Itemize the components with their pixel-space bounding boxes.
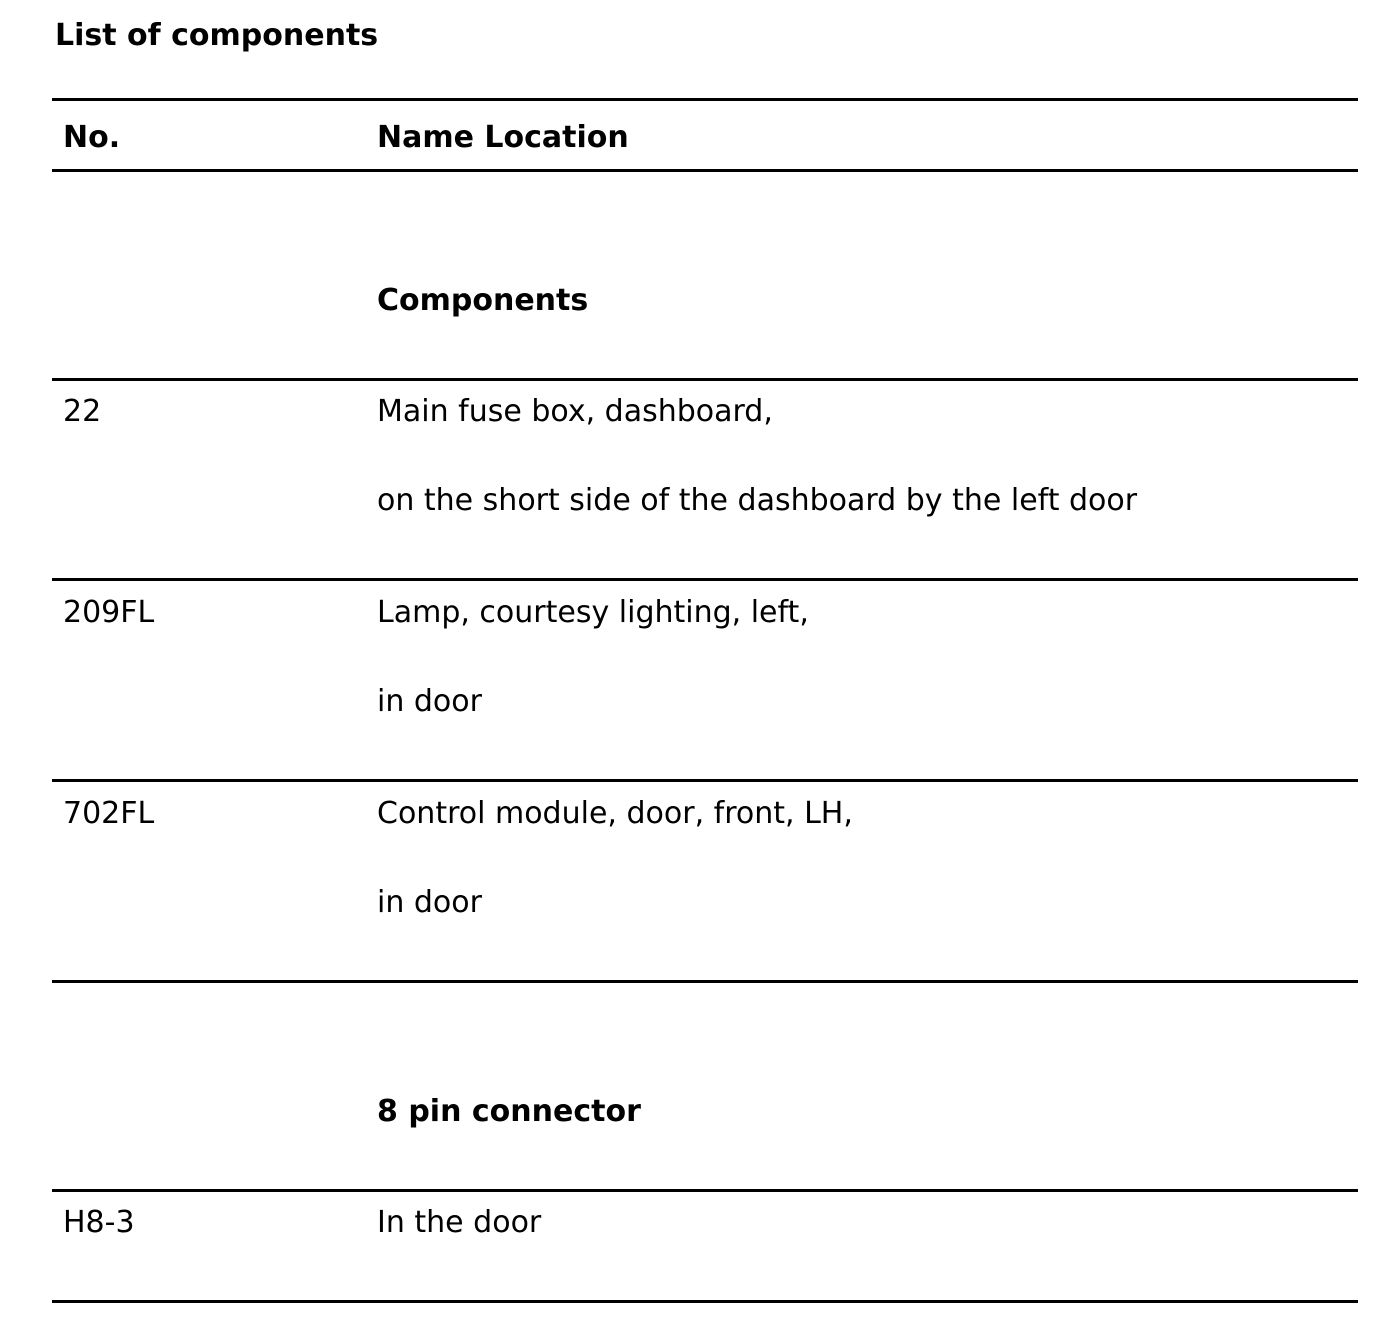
row-divider (52, 980, 1358, 983)
row-divider (52, 378, 1358, 381)
section-heading-8-pin-connector: 8 pin connector (377, 1094, 641, 1129)
row-location: in door (377, 684, 482, 719)
row-divider (52, 779, 1358, 782)
row-divider (52, 1189, 1358, 1192)
row-no: 209FL (63, 595, 155, 630)
row-name: Lamp, courtesy lighting, left, (377, 595, 809, 630)
header-rule-bottom (52, 169, 1358, 172)
table-bottom-rule (52, 1300, 1358, 1303)
row-location: in door (377, 885, 482, 920)
row-name: In the door (377, 1205, 542, 1240)
row-divider (52, 578, 1358, 581)
row-location: on the short side of the dashboard by the left door (377, 483, 1138, 518)
header-name-location: Name Location (377, 120, 629, 155)
row-name: Main fuse box, dashboard, (377, 394, 773, 429)
row-name: Control module, door, front, LH, (377, 796, 853, 831)
header-no: No. (63, 120, 121, 155)
row-no: 702FL (63, 796, 155, 831)
document-title: List of components (55, 18, 379, 53)
section-heading-components: Components (377, 283, 589, 318)
row-no: H8-3 (63, 1205, 135, 1240)
header-rule-top (52, 98, 1358, 101)
row-no: 22 (63, 394, 102, 429)
